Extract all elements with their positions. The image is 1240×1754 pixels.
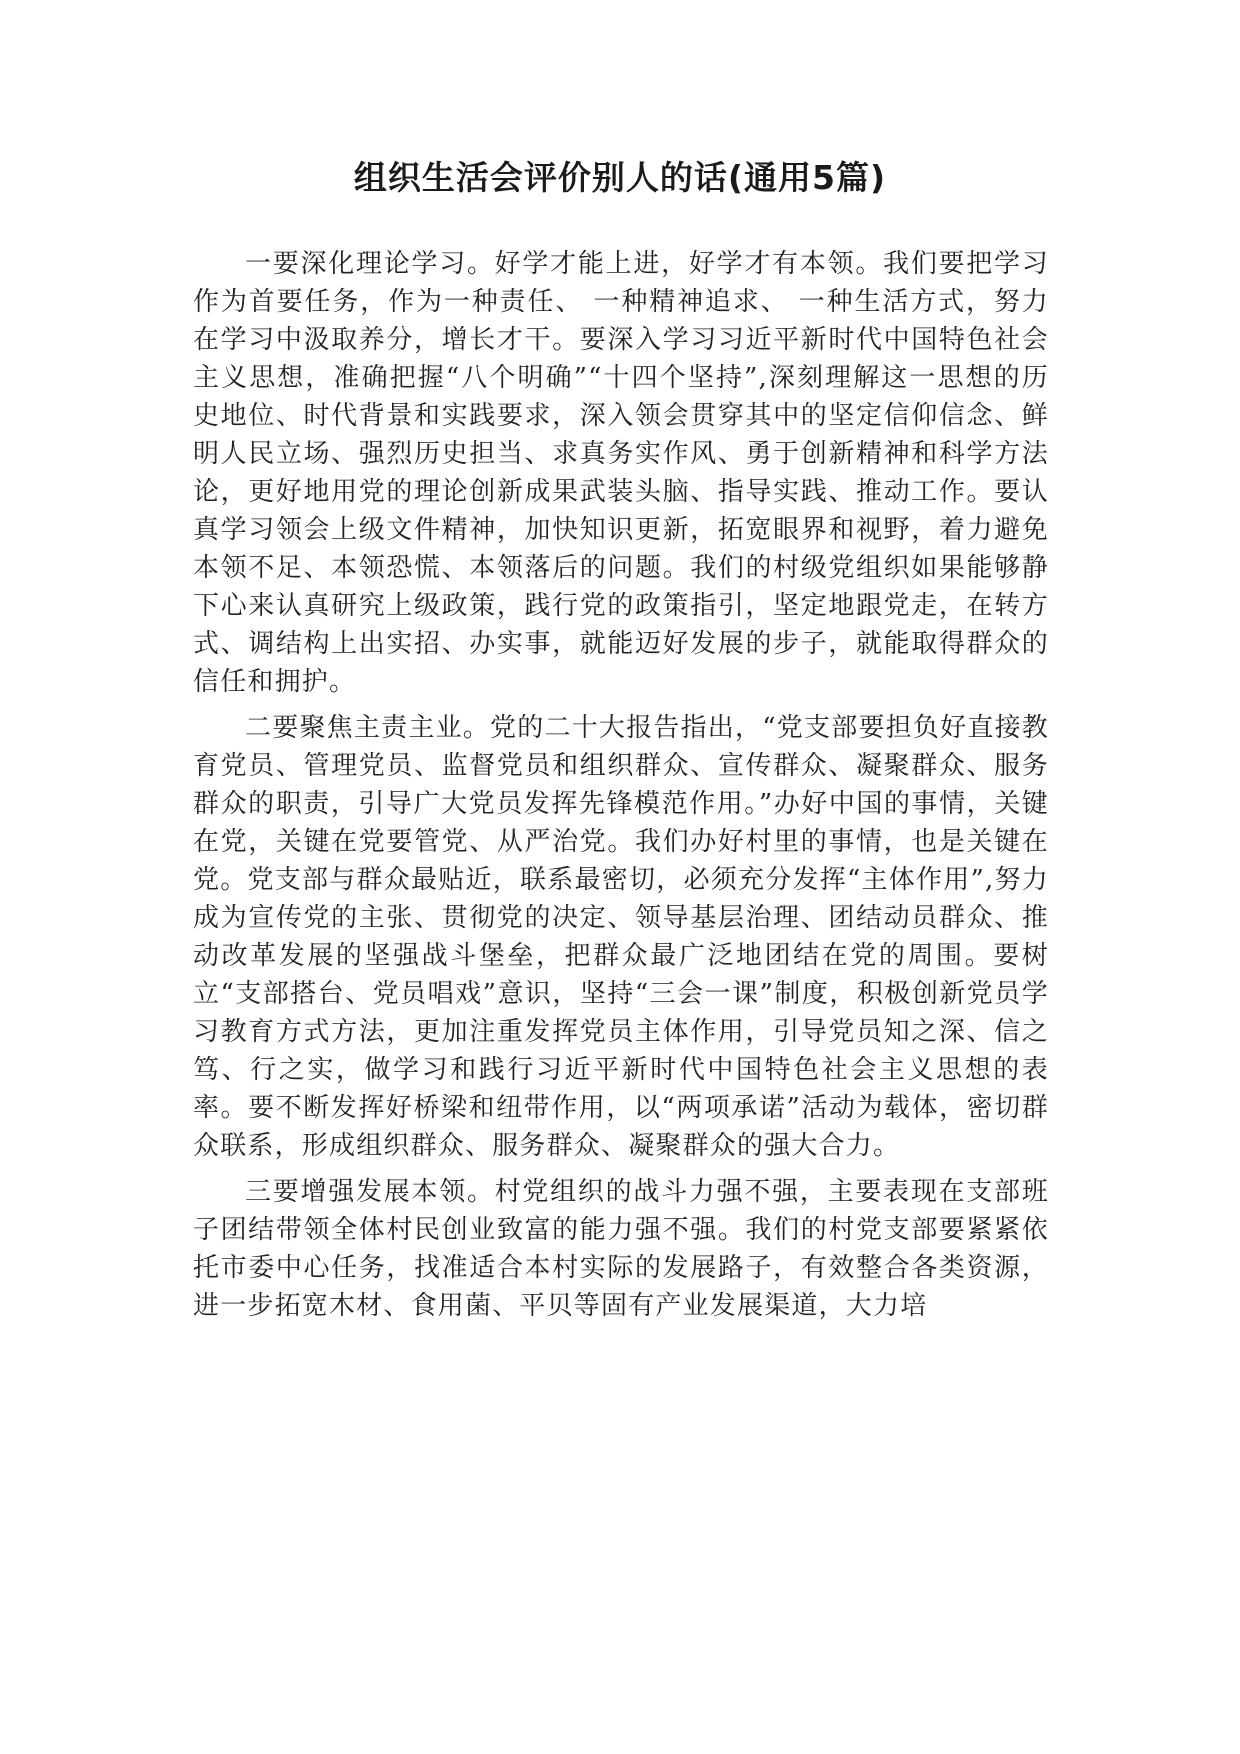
paragraph-3: 三要增强发展本领。村党组织的战斗力强不强，主要表现在支部班子团结带领全体村民创业致富的能力强不强。我们的村党支部要紧紧依托市委中心任务，找准适合本村实际的发展路子，有效整合各类资源，进一步拓宽木材、食用菌、平贝等固有产业发展渠道，大力培: [193, 1177, 1049, 1321]
paragraph-2: 二要聚焦主责主业。党的二十大报告指出，“党支部要担负好直接教育党员、管理党员、监督党员和组织群众、宣传群众、凝聚群众、服务群众的职责，引导广大党员发挥先锋模范作用。”办好中国的事情，关键在党，关键在党要管党、从严治党。我们办好村里的事情，也是关键在党。党支部与群众最贴近，联系最密切，必须充分发挥“主体作用”,努力成为宣传党的主张、贯彻党的决定、领导基层治理、团结动员群众、推动改革发展的坚强战斗堡垒，把群众最广泛地团结在党的周围。要树立“支部搭台、党员唱戏”意识，坚持“三会一课”制度，积极创新党员学习教育方式方法，更加注重发挥党员主体作用，引导党员知之深、信之笃、行之实，做学习和践行习近平新时代中国特色社会主义思想的表率。要不断发挥好桥梁和纽带作用，以“两项承诺”活动为载体，密切群众联系，形成组织群众、服务群众、凝聚群众的强大合力。: [193, 713, 1049, 1161]
document-body: [193, 245, 1049, 1333]
paragraph-1: 一要深化理论学习。好学才能上进，好学才有本领。我们要把学习作为首要任务，作为一种责任、 一种精神追求、 一种生活方式，努力在学习中汲取养分，增长才干。要深入学习习近平新时代中国特色社会主义思想，准确把握“八个明确”“十四个坚持”,深刻理解这一思想的历史地位、时代背景和实践要求，深入领会贯穿其中的坚定信仰信念、鲜明人民立场、强烈历史担当、求真务实作风、勇于创新精神和科学方法论，更好地用党的理论创新成果武装头脑、指导实践、推动工作。要认真学习领会上级文件精神，加快知识更新，拓宽眼界和视野，着力避免本领不足、本领恐慌、本领落后的问题。我们的村级党组织如果能够静下心来认真研究上级政策，践行党的政策指引，坚定地跟党走，在转方式、调结构上出实招、办实事，就能迈好发展的步子，就能取得群众的信任和拥护。: [193, 249, 1049, 697]
document-title: 组织生活会评价别人的话(通用5篇): [353, 158, 887, 197]
